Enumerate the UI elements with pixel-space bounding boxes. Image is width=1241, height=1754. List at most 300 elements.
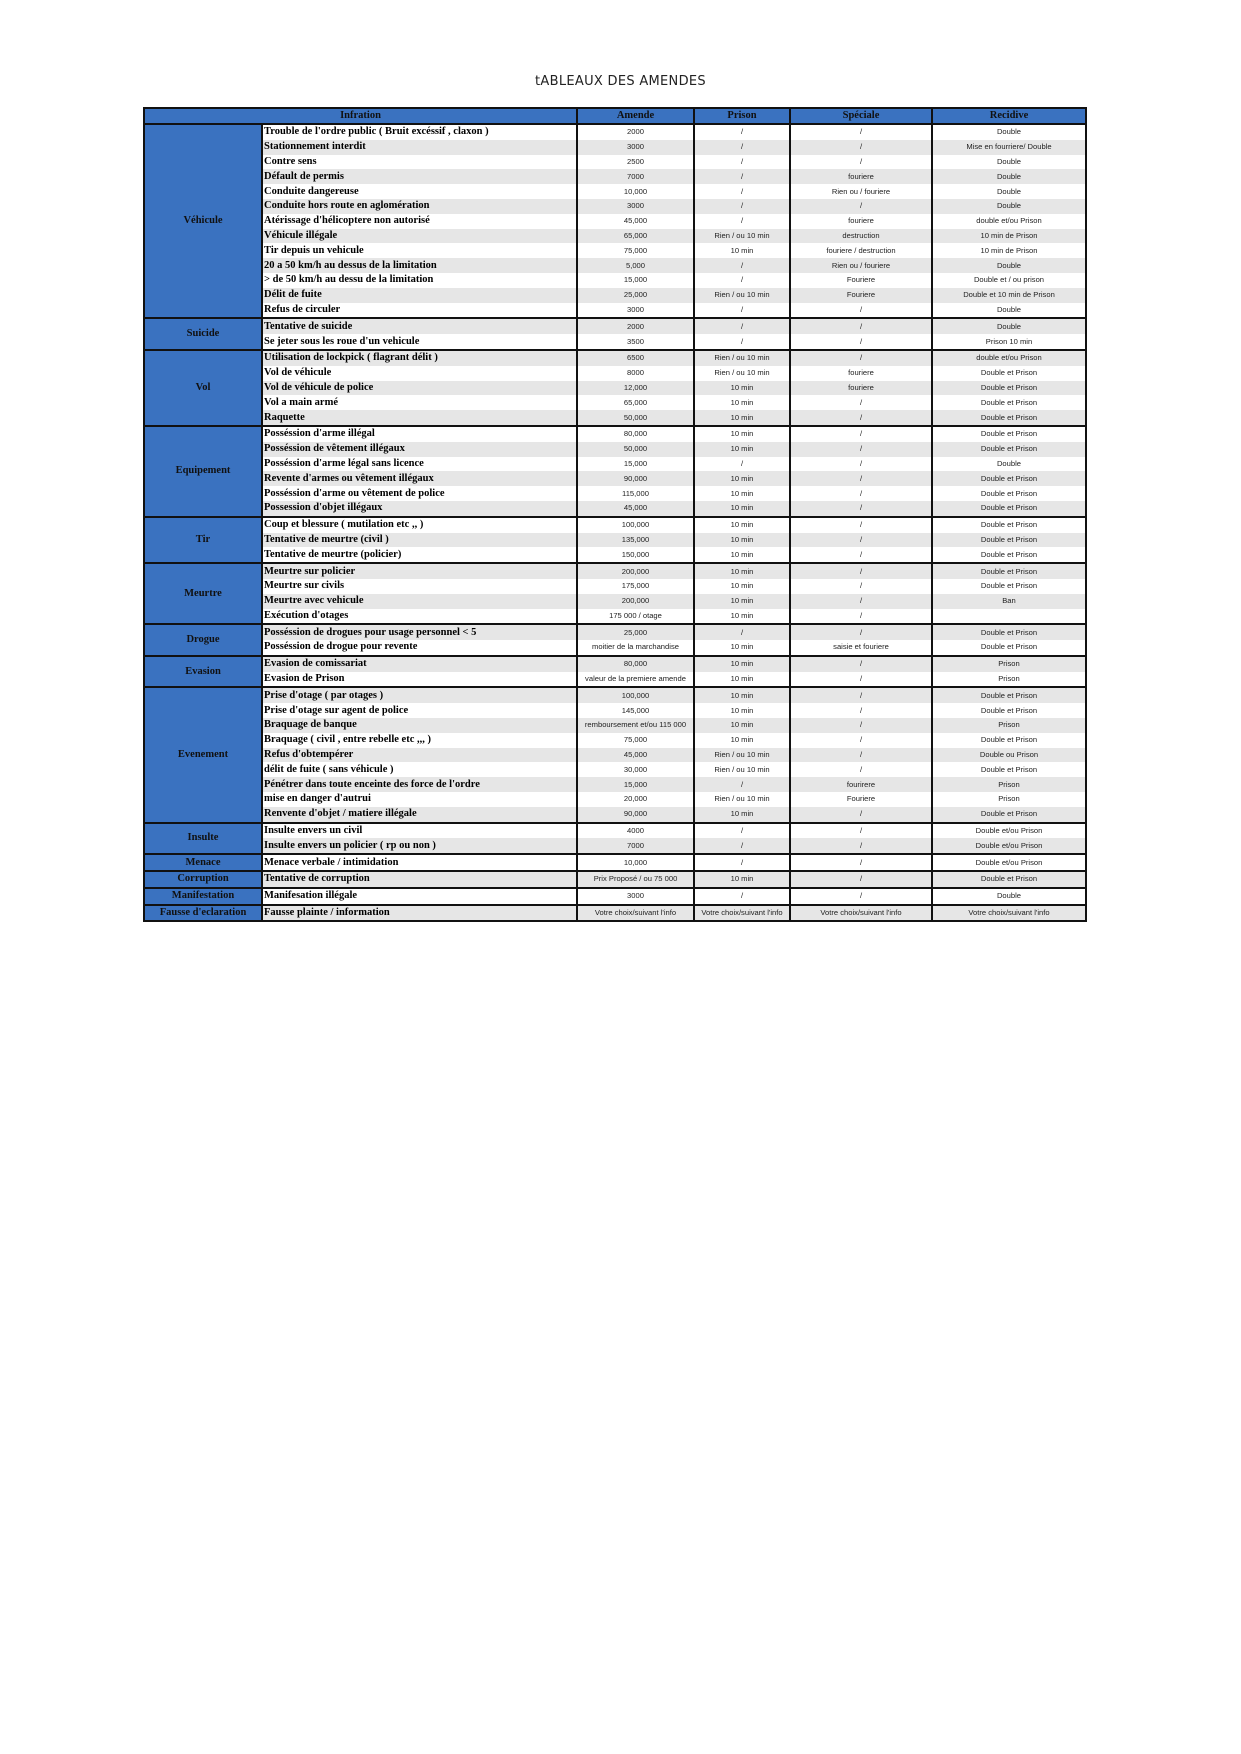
speciale-cell: Rien ou / fouriere	[790, 258, 932, 273]
amende-cell: 115,000	[577, 486, 694, 501]
recidive-cell: Double et Prison	[932, 533, 1086, 548]
recidive-cell: Double et Prison	[932, 733, 1086, 748]
speciale-cell: /	[790, 350, 932, 366]
speciale-cell: /	[790, 410, 932, 426]
table-row	[144, 410, 1086, 426]
speciale-cell: /	[790, 457, 932, 472]
table-row	[144, 334, 1086, 350]
recidive-cell: Double et Prison	[932, 395, 1086, 410]
infraction-cell: Prise d'otage ( par otages )	[262, 687, 577, 703]
prison-cell: 10 min	[694, 381, 790, 396]
prison-cell: Rien / ou 10 min	[694, 288, 790, 303]
recidive-cell: Prison	[932, 777, 1086, 792]
infraction-cell: Menace verbale / intimidation	[262, 854, 577, 871]
speciale-cell: /	[790, 672, 932, 688]
table-row	[144, 640, 1086, 656]
prison-cell: Rien / ou 10 min	[694, 229, 790, 244]
table-row	[144, 703, 1086, 718]
speciale-cell: fouriere / destruction	[790, 243, 932, 258]
amende-cell: 50,000	[577, 410, 694, 426]
amende-cell: 175 000 / otage	[577, 609, 694, 625]
recidive-cell: Double et / ou prison	[932, 273, 1086, 288]
speciale-cell: Fouriere	[790, 288, 932, 303]
prison-cell: 10 min	[694, 243, 790, 258]
speciale-cell: destruction	[790, 229, 932, 244]
amende-cell: 3000	[577, 303, 694, 319]
recidive-cell: Double et Prison	[932, 486, 1086, 501]
speciale-cell: Votre choix/suivant l'info	[790, 905, 932, 922]
prison-cell: 10 min	[694, 486, 790, 501]
table-row	[144, 471, 1086, 486]
infraction-cell: délit de fuite ( sans véhicule )	[262, 762, 577, 777]
recidive-cell: 10 min de Prison	[932, 243, 1086, 258]
table-row	[144, 140, 1086, 155]
recidive-cell: Double	[932, 457, 1086, 472]
prison-cell: 10 min	[694, 426, 790, 442]
infraction-cell: Posséssion d'arme ou vêtement de police	[262, 486, 577, 501]
table-row	[144, 124, 1086, 140]
amende-cell: 65,000	[577, 229, 694, 244]
prison-cell: /	[694, 838, 790, 854]
amende-cell: 15,000	[577, 777, 694, 792]
category-cell: Véhicule	[144, 124, 262, 318]
recidive-cell: Double et/ou Prison	[932, 823, 1086, 839]
prison-cell: /	[694, 124, 790, 140]
amende-cell: 3000	[577, 888, 694, 905]
speciale-cell: fouriere	[790, 381, 932, 396]
amende-cell: valeur de la premiere amende	[577, 672, 694, 688]
recidive-cell: Double et Prison	[932, 687, 1086, 703]
amende-cell: 4000	[577, 823, 694, 839]
infraction-cell: 20 a 50 km/h au dessus de la limitation	[262, 258, 577, 273]
prison-cell: 10 min	[694, 871, 790, 888]
infraction-cell: Possession d'objet illégaux	[262, 501, 577, 517]
prison-cell: /	[694, 140, 790, 155]
speciale-cell: /	[790, 533, 932, 548]
amende-cell: 3000	[577, 199, 694, 214]
amende-cell: 135,000	[577, 533, 694, 548]
speciale-cell: /	[790, 807, 932, 823]
prison-cell: /	[694, 155, 790, 170]
table-header-row	[144, 108, 1086, 124]
amende-cell: 6500	[577, 350, 694, 366]
speciale-cell: /	[790, 624, 932, 640]
speciale-cell: /	[790, 486, 932, 501]
speciale-cell: /	[790, 471, 932, 486]
amende-cell: 175,000	[577, 579, 694, 594]
prison-cell: 10 min	[694, 640, 790, 656]
category-cell: Suicide	[144, 318, 262, 350]
recidive-cell	[932, 609, 1086, 625]
infraction-cell: Posséssion de drogues pour usage personnel < 5	[262, 624, 577, 640]
amende-cell: moitier de la marchandise	[577, 640, 694, 656]
table-row	[144, 303, 1086, 319]
table-row	[144, 823, 1086, 839]
amende-cell: 45,000	[577, 214, 694, 229]
table-row	[144, 905, 1086, 922]
recidive-cell: Double et Prison	[932, 807, 1086, 823]
recidive-cell: Double et Prison	[932, 703, 1086, 718]
speciale-cell: /	[790, 656, 932, 672]
table-row	[144, 807, 1086, 823]
recidive-cell: Double	[932, 318, 1086, 334]
amende-cell: 200,000	[577, 594, 694, 609]
category-cell: Drogue	[144, 624, 262, 656]
prison-cell: /	[694, 854, 790, 871]
speciale-cell: /	[790, 318, 932, 334]
amende-cell: 200,000	[577, 563, 694, 579]
amende-cell: 150,000	[577, 547, 694, 563]
recidive-cell: Double	[932, 184, 1086, 199]
infraction-cell: Tentative de meurtre (policier)	[262, 547, 577, 563]
speciale-cell: Fouriere	[790, 792, 932, 807]
category-cell: Insulte	[144, 823, 262, 855]
prison-cell: /	[694, 258, 790, 273]
infraction-cell: Braquage ( civil , entre rebelle etc ,,, )	[262, 733, 577, 748]
recidive-cell: Double et Prison	[932, 517, 1086, 533]
amende-cell: 12,000	[577, 381, 694, 396]
infraction-cell: > de 50 km/h au dessu de la limitation	[262, 273, 577, 288]
table-row	[144, 748, 1086, 763]
recidive-cell: Double et Prison	[932, 471, 1086, 486]
speciale-cell: saisie et fouriere	[790, 640, 932, 656]
table-row	[144, 624, 1086, 640]
table-row	[144, 687, 1086, 703]
table-row	[144, 395, 1086, 410]
header-infration: Infration	[144, 108, 577, 124]
recidive-cell: Ban	[932, 594, 1086, 609]
recidive-cell: Double et Prison	[932, 501, 1086, 517]
recidive-cell: Double et Prison	[932, 366, 1086, 381]
table-row	[144, 366, 1086, 381]
speciale-cell: /	[790, 871, 932, 888]
infraction-cell: Vol a main armé	[262, 395, 577, 410]
category-cell: Equipement	[144, 426, 262, 517]
amende-cell: 25,000	[577, 288, 694, 303]
amende-cell: 10,000	[577, 854, 694, 871]
category-cell: Manifestation	[144, 888, 262, 905]
category-cell: Meurtre	[144, 563, 262, 624]
table-row	[144, 854, 1086, 871]
speciale-cell: /	[790, 199, 932, 214]
recidive-cell: Double ou Prison	[932, 748, 1086, 763]
page-title: tABLEAUX DES AMENDES	[535, 74, 706, 89]
speciale-cell: /	[790, 442, 932, 457]
prison-cell: Rien / ou 10 min	[694, 748, 790, 763]
table-row	[144, 169, 1086, 184]
infraction-cell: Posséssion de drogue pour revente	[262, 640, 577, 656]
infraction-cell: Fausse plainte / information	[262, 905, 577, 922]
speciale-cell: /	[790, 517, 932, 533]
prison-cell: 10 min	[694, 395, 790, 410]
amende-cell: 3500	[577, 334, 694, 350]
table-row	[144, 184, 1086, 199]
recidive-cell: Double et/ou Prison	[932, 854, 1086, 871]
recidive-cell: Double	[932, 169, 1086, 184]
amende-cell: 3000	[577, 140, 694, 155]
table-row	[144, 792, 1086, 807]
category-cell: Evasion	[144, 656, 262, 688]
prison-cell: /	[694, 318, 790, 334]
prison-cell: /	[694, 777, 790, 792]
prison-cell: 10 min	[694, 703, 790, 718]
infraction-cell: Coup et blessure ( mutilation etc ,, )	[262, 517, 577, 533]
prison-cell: /	[694, 624, 790, 640]
amende-cell: 7000	[577, 838, 694, 854]
infraction-cell: Stationnement interdit	[262, 140, 577, 155]
speciale-cell: /	[790, 733, 932, 748]
table-row	[144, 288, 1086, 303]
table-row	[144, 547, 1086, 563]
amende-cell: 15,000	[577, 457, 694, 472]
prison-cell: 10 min	[694, 442, 790, 457]
infraction-cell: mise en danger d'autrui	[262, 792, 577, 807]
amende-cell: Prix Proposé / ou 75 000	[577, 871, 694, 888]
table-row	[144, 350, 1086, 366]
infraction-cell: Tentative de corruption	[262, 871, 577, 888]
category-cell: Vol	[144, 350, 262, 426]
table-row	[144, 457, 1086, 472]
recidive-cell: Prison	[932, 718, 1086, 733]
speciale-cell: /	[790, 303, 932, 319]
recidive-cell: double et/ou Prison	[932, 214, 1086, 229]
amende-cell: Votre choix/suivant l'info	[577, 905, 694, 922]
prison-cell: /	[694, 169, 790, 184]
amende-cell: 50,000	[577, 442, 694, 457]
prison-cell: 10 min	[694, 563, 790, 579]
infraction-cell: Défault de permis	[262, 169, 577, 184]
infraction-cell: Prise d'otage sur agent de police	[262, 703, 577, 718]
recidive-cell: Double et Prison	[932, 640, 1086, 656]
recidive-cell: Double et Prison	[932, 871, 1086, 888]
speciale-cell: /	[790, 155, 932, 170]
speciale-cell: /	[790, 594, 932, 609]
category-cell: Evenement	[144, 687, 262, 822]
speciale-cell: /	[790, 838, 932, 854]
table-row	[144, 656, 1086, 672]
amende-cell: 20,000	[577, 792, 694, 807]
table-row	[144, 501, 1086, 517]
table-row	[144, 229, 1086, 244]
prison-cell: /	[694, 184, 790, 199]
table-row	[144, 381, 1086, 396]
infraction-cell: Trouble de l'ordre public ( Bruit excéssif , claxon )	[262, 124, 577, 140]
recidive-cell: Double	[932, 155, 1086, 170]
amende-cell: 75,000	[577, 733, 694, 748]
recidive-cell: Double et 10 min de Prison	[932, 288, 1086, 303]
recidive-cell: double et/ou Prison	[932, 350, 1086, 366]
speciale-cell: fouriere	[790, 169, 932, 184]
prison-cell: /	[694, 823, 790, 839]
infraction-cell: Raquette	[262, 410, 577, 426]
speciale-cell: /	[790, 426, 932, 442]
speciale-cell: /	[790, 703, 932, 718]
speciale-cell: /	[790, 687, 932, 703]
amende-cell: 10,000	[577, 184, 694, 199]
infraction-cell: Atérissage d'hélicoptere non autorisé	[262, 214, 577, 229]
recidive-cell: 10 min de Prison	[932, 229, 1086, 244]
prison-cell: /	[694, 457, 790, 472]
prison-cell: Votre choix/suivant l'info	[694, 905, 790, 922]
speciale-cell: Rien ou / fouriere	[790, 184, 932, 199]
amende-cell: 15,000	[577, 273, 694, 288]
prison-cell: 10 min	[694, 594, 790, 609]
speciale-cell: /	[790, 547, 932, 563]
recidive-cell: Double	[932, 258, 1086, 273]
table-row	[144, 486, 1086, 501]
infraction-cell: Vol de véhicule	[262, 366, 577, 381]
speciale-cell: /	[790, 854, 932, 871]
prison-cell: 10 min	[694, 656, 790, 672]
speciale-cell: /	[790, 609, 932, 625]
category-cell: Corruption	[144, 871, 262, 888]
table-row	[144, 733, 1086, 748]
speciale-cell: Fouriere	[790, 273, 932, 288]
infraction-cell: Se jeter sous les roue d'un vehicule	[262, 334, 577, 350]
infraction-cell: Conduite hors route en aglomération	[262, 199, 577, 214]
speciale-cell: /	[790, 140, 932, 155]
infraction-cell: Meurtre sur civils	[262, 579, 577, 594]
table-row	[144, 718, 1086, 733]
prison-cell: /	[694, 214, 790, 229]
speciale-cell: fouriere	[790, 366, 932, 381]
recidive-cell: Double	[932, 303, 1086, 319]
infraction-cell: Meurtre avec vehicule	[262, 594, 577, 609]
speciale-cell: /	[790, 501, 932, 517]
amende-cell: 45,000	[577, 501, 694, 517]
recidive-cell: Double et Prison	[932, 381, 1086, 396]
speciale-cell: /	[790, 395, 932, 410]
table-row	[144, 318, 1086, 334]
amende-cell: remboursement et/ou 115 000	[577, 718, 694, 733]
category-cell: Menace	[144, 854, 262, 871]
speciale-cell: /	[790, 762, 932, 777]
table-row	[144, 594, 1086, 609]
table-row	[144, 442, 1086, 457]
table-row	[144, 609, 1086, 625]
amende-cell: 75,000	[577, 243, 694, 258]
recidive-cell: Double et Prison	[932, 410, 1086, 426]
amende-cell: 100,000	[577, 687, 694, 703]
header-speciale: Spéciale	[790, 108, 932, 124]
recidive-cell: Prison	[932, 672, 1086, 688]
amende-cell: 25,000	[577, 624, 694, 640]
infraction-cell: Refus d'obtempérer	[262, 748, 577, 763]
recidive-cell: Double et Prison	[932, 762, 1086, 777]
table-row	[144, 777, 1086, 792]
prison-cell: 10 min	[694, 410, 790, 426]
category-cell: Fausse d'eclaration	[144, 905, 262, 922]
recidive-cell: Double et Prison	[932, 426, 1086, 442]
amende-cell: 145,000	[577, 703, 694, 718]
table-row	[144, 762, 1086, 777]
fines-table-body	[144, 124, 1086, 921]
table-row	[144, 199, 1086, 214]
infraction-cell: Pénétrer dans toute enceinte des force de l'ordre	[262, 777, 577, 792]
speciale-cell: /	[790, 563, 932, 579]
table-row	[144, 243, 1086, 258]
prison-cell: Rien / ou 10 min	[694, 762, 790, 777]
speciale-cell: /	[790, 823, 932, 839]
speciale-cell: /	[790, 579, 932, 594]
speciale-cell: /	[790, 748, 932, 763]
infraction-cell: Posséssion d'arme illégal	[262, 426, 577, 442]
prison-cell: 10 min	[694, 609, 790, 625]
amende-cell: 2000	[577, 124, 694, 140]
prison-cell: /	[694, 199, 790, 214]
table-row	[144, 517, 1086, 533]
recidive-cell: Votre choix/suivant l'info	[932, 905, 1086, 922]
recidive-cell: Double	[932, 199, 1086, 214]
infraction-cell: Evasion de Prison	[262, 672, 577, 688]
amende-cell: 45,000	[577, 748, 694, 763]
prison-cell: 10 min	[694, 501, 790, 517]
speciale-cell: /	[790, 334, 932, 350]
recidive-cell: Double	[932, 124, 1086, 140]
infraction-cell: Insulte envers un policier ( rp ou non )	[262, 838, 577, 854]
infraction-cell: Vol de véhicule de police	[262, 381, 577, 396]
prison-cell: /	[694, 334, 790, 350]
table-row	[144, 426, 1086, 442]
infraction-cell: Renvente d'objet / matiere illégale	[262, 807, 577, 823]
infraction-cell: Manifesation illégale	[262, 888, 577, 905]
speciale-cell: /	[790, 888, 932, 905]
prison-cell: /	[694, 273, 790, 288]
amende-cell: 80,000	[577, 426, 694, 442]
infraction-cell: Délit de fuite	[262, 288, 577, 303]
amende-cell: 7000	[577, 169, 694, 184]
amende-cell: 90,000	[577, 471, 694, 486]
prison-cell: Rien / ou 10 min	[694, 350, 790, 366]
table-row	[144, 214, 1086, 229]
infraction-cell: Evasion de comissariat	[262, 656, 577, 672]
infraction-cell: Meurtre sur policier	[262, 563, 577, 579]
prison-cell: 10 min	[694, 471, 790, 486]
table-row	[144, 672, 1086, 688]
speciale-cell: fourirere	[790, 777, 932, 792]
header-recidive: Recidive	[932, 108, 1086, 124]
prison-cell: Rien / ou 10 min	[694, 366, 790, 381]
recidive-cell: Double et Prison	[932, 563, 1086, 579]
infraction-cell: Tentative de meurtre (civil )	[262, 533, 577, 548]
recidive-cell: Prison	[932, 656, 1086, 672]
speciale-cell: fouriere	[790, 214, 932, 229]
infraction-cell: Utilisation de lockpick ( flagrant délit )	[262, 350, 577, 366]
infraction-cell: Posséssion d'arme légal sans licence	[262, 457, 577, 472]
prison-cell: 10 min	[694, 579, 790, 594]
recidive-cell: Double et Prison	[932, 624, 1086, 640]
recidive-cell: Prison	[932, 792, 1086, 807]
amende-cell: 30,000	[577, 762, 694, 777]
speciale-cell: /	[790, 718, 932, 733]
header-prison: Prison	[694, 108, 790, 124]
recidive-cell: Double et/ou Prison	[932, 838, 1086, 854]
recidive-cell: Double et Prison	[932, 579, 1086, 594]
recidive-cell: Double	[932, 888, 1086, 905]
infraction-cell: Tentative de suicide	[262, 318, 577, 334]
prison-cell: 10 min	[694, 533, 790, 548]
table-row	[144, 155, 1086, 170]
amende-cell: 90,000	[577, 807, 694, 823]
amende-cell: 65,000	[577, 395, 694, 410]
infraction-cell: Conduite dangereuse	[262, 184, 577, 199]
table-row	[144, 579, 1086, 594]
infraction-cell: Tir depuis un vehicule	[262, 243, 577, 258]
recidive-cell: Double et Prison	[932, 442, 1086, 457]
infraction-cell: Refus de circuler	[262, 303, 577, 319]
amende-cell: 5,000	[577, 258, 694, 273]
recidive-cell: Prison 10 min	[932, 334, 1086, 350]
